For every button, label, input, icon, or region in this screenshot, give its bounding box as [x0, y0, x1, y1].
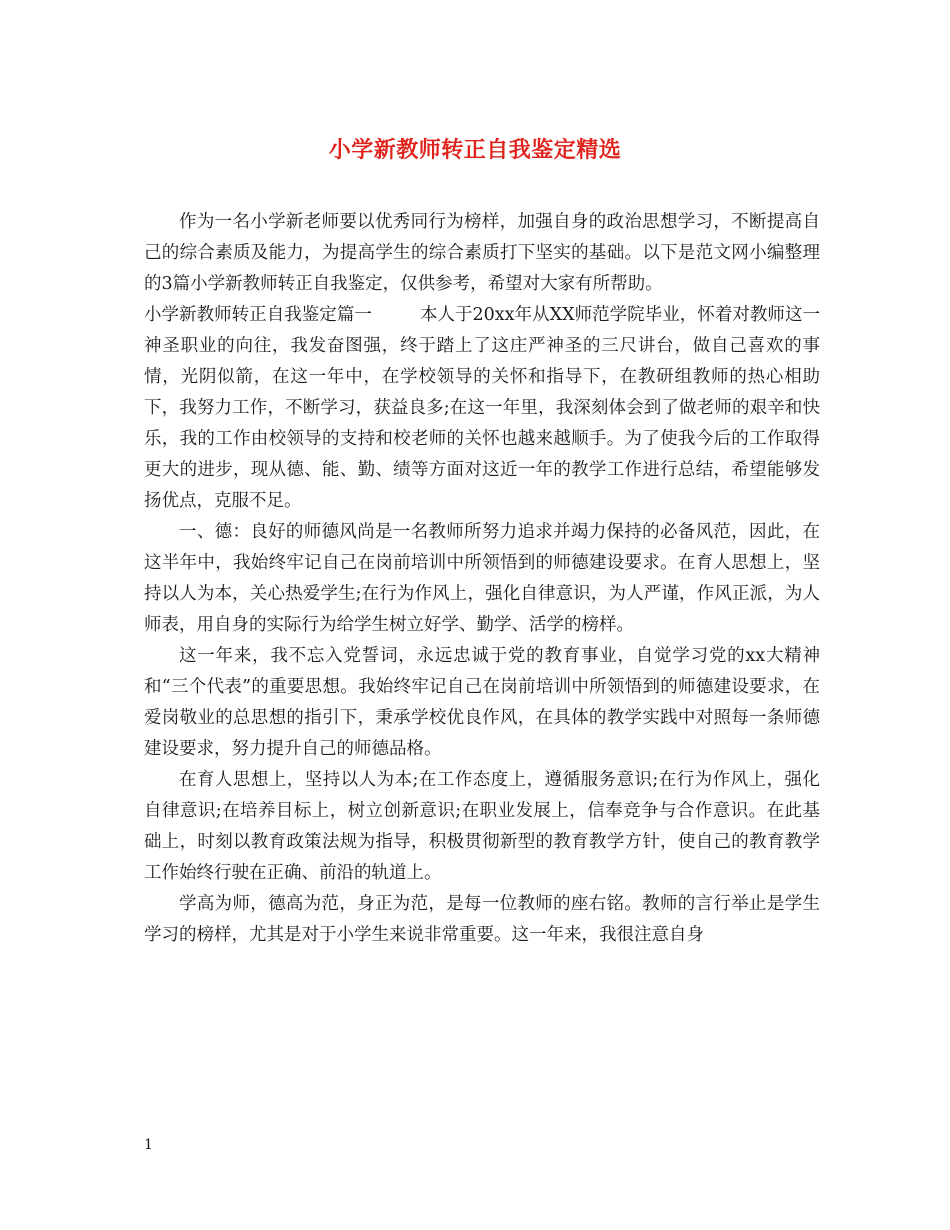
- virtue-paragraph: 一、德：良好的师德风尚是一名教师所努力追求并竭力保持的必备风范，因此，在这半年中，我始终牢记自己在岗前培训中所领悟到的师德建设要求。在育人思想上，坚持以人为本，关心热爱学生;在行为作风上，强化自律意识，为人严谨，作风正派，为人师表，用自身的实际行为给学生树立好学、勤学、活学的榜样。: [144, 522, 820, 635]
- section-heading: 小学新教师转正自我鉴定篇一: [144, 305, 372, 325]
- section-intro-text: 本人于20xx年从XX师范学院毕业，怀着对教师这一神圣职业的向往，我发奋图强，终于踏上了这庄严神圣的三尺讲台，做自己喜欢的事情，光阴似箭，在这一年中，在学校领导的关怀和指导下，在教研组教师的热心相助下，我努力工作，不断学习，获益良多;在这一年里，我深刻体会到了做老师的艰辛和快乐，我的工作由校领导的支持和校老师的关怀也越来越顺手。为了使我今后的工作取得更大的进步，现从德、能、勤、绩等方面对这近一年的教学工作进行总结，希望能够发扬优点，克服不足。: [144, 305, 820, 511]
- education-thought-paragraph: 在育人思想上，坚持以人为本;在工作态度上，遵循服务意识;在行为作风上，强化自律意识;在培养目标上，树立创新意识;在职业发展上，信奉竞争与合作意识。在此基础上，时刻以教育政策法规为指导，积极贯彻新型的教育教学方针，使自己的教育教学工作始终行驶在正确、前沿的轨道上。: [144, 770, 820, 883]
- page-number: 1: [144, 1137, 153, 1153]
- document-body: [144, 207, 820, 951]
- party-paragraph: 这一年来，我不忘入党誓词，永远忠诚于党的教育事业，自觉学习党的xx大精神和“三个代表”的重要思想。我始终牢记自己在岗前培训中所领悟到的师德建设要求，在爱岗敬业的总思想的指引下，秉承学校优良作风，在具体的教学实践中对照每一条师德建设要求，努力提升自己的师德品格。: [144, 646, 820, 759]
- document-title: 小学新教师转正自我鉴定精选: [328, 137, 622, 163]
- section-paragraph: [144, 300, 820, 517]
- role-model-paragraph: 学高为师，德高为范，身正为范，是每一位教师的座右铭。教师的言行举止是学生学习的榜样，尤其是对于小学生来说非常重要。这一年来，我很注意自身: [144, 894, 820, 945]
- intro-paragraph: 作为一名小学新老师要以优秀同行为榜样，加强自身的政治思想学习，不断提高自己的综合素质及能力，为提高学生的综合素质打下坚实的基础。以下是范文网小编整理的3篇小学新教师转正自我鉴定，仅供参考，希望对大家有所帮助。: [144, 212, 820, 294]
